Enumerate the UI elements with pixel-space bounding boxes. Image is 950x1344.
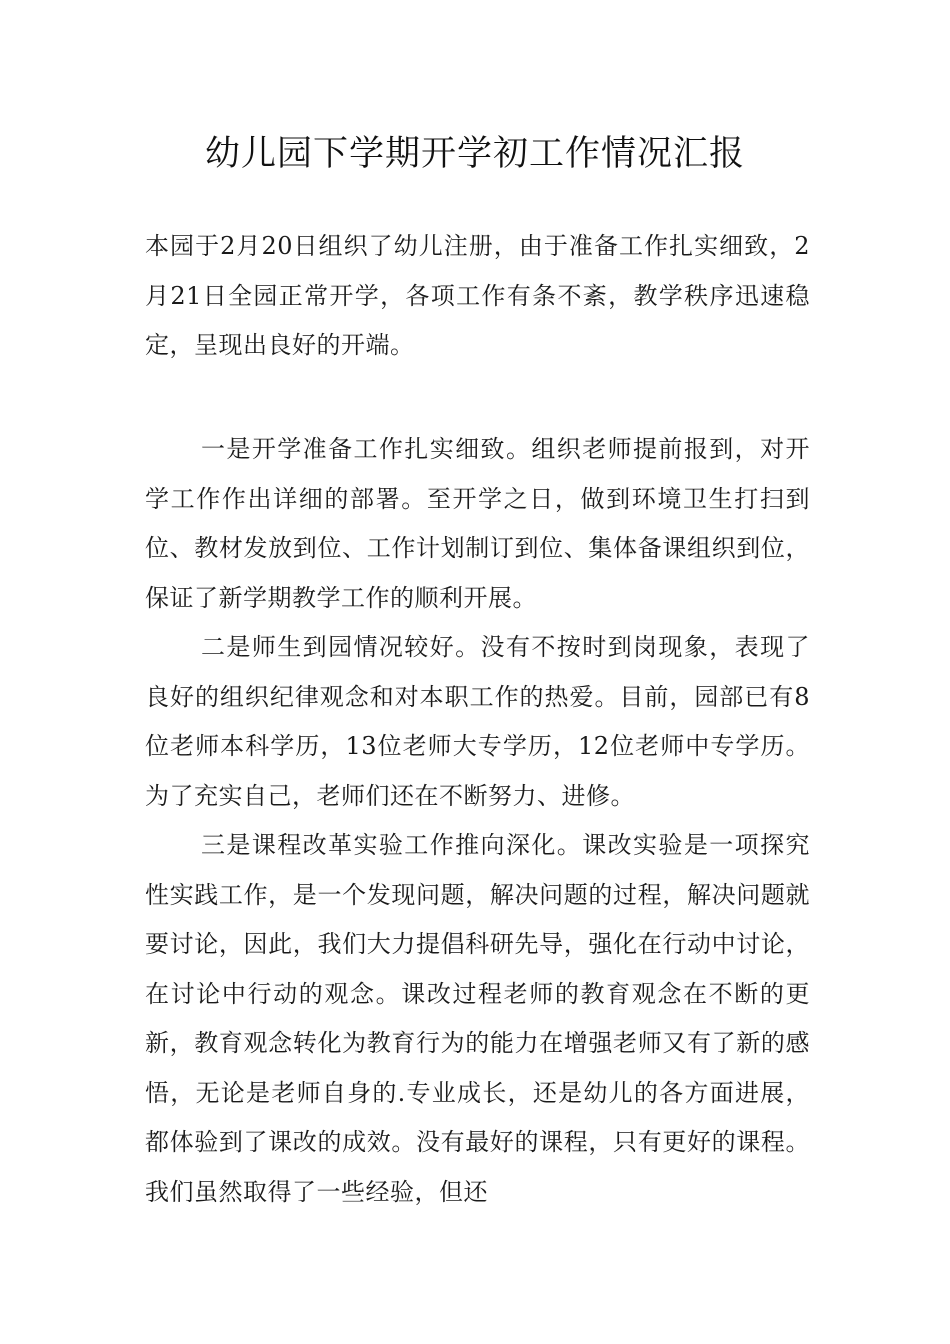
- document-title: 幼儿园下学期开学初工作情况汇报: [204, 134, 745, 174]
- body-sections: [145, 425, 810, 1217]
- paragraph-preparation: 一是开学准备工作扎实细致。组织老师提前报到，对开学工作作出详细的部署。至开学之日，做到环境卫生打扫到位、教材发放到位、工作计划制订到位、集体备课组织到位，保证了新学期教学工作的顺利开展。: [145, 435, 810, 612]
- paragraph-curriculum: 三是课程改革实验工作推向深化。课改实验是一项探究性实践工作，是一个发现问题，解决问题的过程，解决问题就要讨论，因此，我们大力提倡科研先导，强化在行动中讨论，在讨论中行动的观念。课改过程老师的教育观念在不断的更新，教育观念转化为教育行为的能力在增强老师又有了新的感悟，无论是老师自身的.专业成长，还是幼儿的各方面进展，都体验到了课改的成效。没有最好的课程，只有更好的课程。我们虽然取得了一些经验，但还: [145, 831, 810, 1206]
- intro-text: 本园于2月20日组织了幼儿注册，由于准备工作扎实细致，2月21日全园正常开学，各项工作有条不紊，教学秩序迅速稳定，呈现出良好的开端。: [145, 232, 810, 359]
- intro-paragraph: [145, 222, 810, 371]
- paragraph-attendance: 二是师生到园情况较好。没有不按时到岗现象，表现了良好的组织纪律观念和对本职工作的热爱。目前，园部已有8位老师本科学历，13位老师大专学历，12位老师中专学历。为了充实自己，老师们还在不断努力、进修。: [145, 633, 810, 810]
